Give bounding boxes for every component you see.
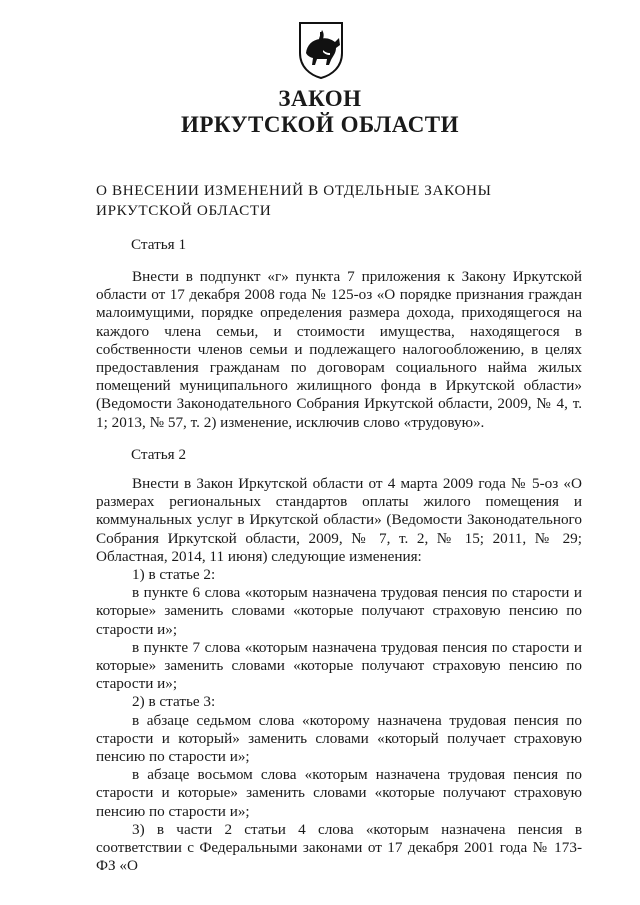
article-2-item-2-para-8: в абзаце восьмом слова «которым назначена трудовая пенсия по старости и которые» заменить словами «которые получают страховую пенсию по старости и»; [96,766,582,820]
article-2-item-1-point-6: в пункте 6 слова «которым назначена трудовая пенсия по старости и которые» заменить словами «которые получают страховую пенсию по старости и»; [96,584,582,638]
article-2-item-1-point-7: в пункте 7 слова «которым назначена трудовая пенсия по старости и которые» заменить словами «которые получают страховую пенсию по старости и»; [96,638,582,693]
article-2-label: Статья 2 [131,446,187,463]
article-2-item-2: 2) в статье 3: [132,693,216,711]
document-title-line1: ЗАКОН [278,86,362,111]
document-title-line2: ИРКУТСКОЙ ОБЛАСТИ [180,112,460,137]
article-2-paragraph-intro: Внести в Закон Иркутской области от 4 марта 2009 года № 5-оз «О размерах региональных стандартов оплаты жилого помещения и коммунальных услуг в Иркутской области» (Ведомости Законодательного Собрания Иркутской области, 2009, № 7, т. 2, № 15; 2011, № 29; Областная, 2014, 11 июня) следующие изменения: [96,475,582,565]
article-1-label: Статья 1 [131,236,187,253]
coat-of-arms-icon [296,20,346,80]
article-2-item-3: 3) в части 2 статьи 4 слова «которым назначена пенсия в соответствии с Федеральными законами от 17 декабря 2001 года № 173-ФЗ «О [96,820,582,875]
article-1-body [96,268,582,432]
article-2-item-2-para-7: в абзаце седьмом слова «которому назначена трудовая пенсия по старости и который» заменить словами «который получает страховую пенсию по старости и»; [96,711,582,766]
article-2-body [96,475,582,875]
article-2-item-1: 1) в статье 2: [132,566,216,584]
law-heading: О ВНЕСЕНИИ ИЗМЕНЕНИЙ В ОТДЕЛЬНЫЕ ЗАКОНЫ ИРКУТСКОЙ ОБЛАСТИ [96,182,492,219]
article-1-paragraph: Внести в подпункт «г» пункта 7 приложения к Закону Иркутской области от 17 декабря 2008 года № 125-оз «О порядке признания граждан малоимущими, порядке определения размера дохода, приходящегося на каждого члена семьи, и стоимости имущества, находящегося в собственности членов семьи и подлежащего налогообложению, в целях предоставления гражданам по договорам социального найма жилых помещений муниципального жилищного фонда в Иркутской области» (Ведомости Законодательного Собрания Иркутской области, 2009, № 4, т. 1; 2013, № 57, т. 2) изменение, исключив слово «трудовую». [96,268,582,431]
